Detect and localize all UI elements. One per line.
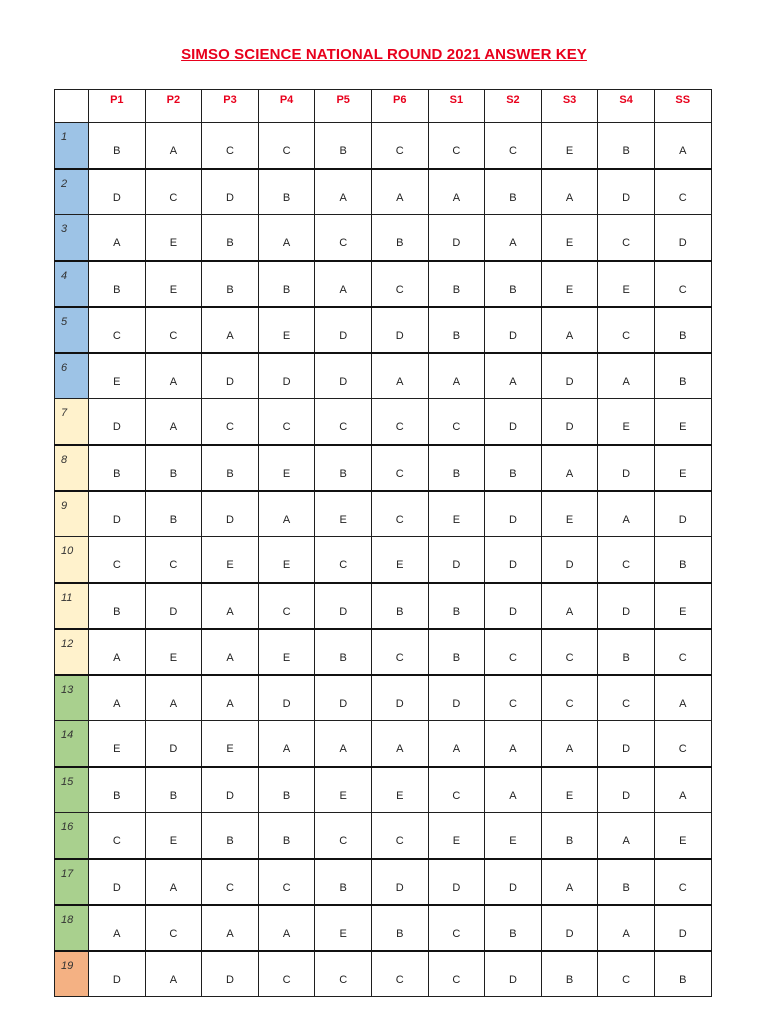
answer-cell: C — [428, 905, 485, 951]
question-number: 16 — [55, 813, 89, 859]
answer-cell: A — [202, 583, 259, 629]
answer-cell: C — [371, 399, 428, 445]
question-number: 12 — [55, 629, 89, 675]
answer-cell: A — [485, 767, 542, 813]
answer-cell: A — [202, 307, 259, 353]
answer-cell: E — [654, 813, 711, 859]
answer-cell: C — [145, 537, 202, 583]
answer-cell: C — [598, 675, 655, 721]
answer-cell: E — [428, 813, 485, 859]
answer-cell: D — [428, 675, 485, 721]
answer-cell: C — [89, 307, 146, 353]
answer-cell: C — [654, 859, 711, 905]
answer-cell: D — [428, 215, 485, 261]
answer-cell: A — [89, 215, 146, 261]
answer-cell: E — [258, 537, 315, 583]
answer-cell: E — [145, 629, 202, 675]
answer-cell: D — [485, 307, 542, 353]
answer-cell: C — [315, 399, 372, 445]
answer-cell: C — [315, 215, 372, 261]
answer-cell: A — [654, 767, 711, 813]
answer-cell: D — [145, 721, 202, 767]
answer-cell: A — [598, 813, 655, 859]
answer-cell: E — [145, 261, 202, 307]
answer-cell: C — [654, 721, 711, 767]
table-row — [55, 491, 712, 537]
answer-cell: E — [258, 629, 315, 675]
answer-key-title: SIMSO SCIENCE NATIONAL ROUND 2021 ANSWER KEY — [181, 46, 587, 63]
answer-cell: A — [485, 353, 542, 399]
answer-cell: C — [371, 951, 428, 997]
answer-cell: E — [598, 399, 655, 445]
answer-cell: C — [258, 583, 315, 629]
answer-cell: D — [315, 583, 372, 629]
answer-cell: B — [258, 813, 315, 859]
answer-cell: B — [202, 813, 259, 859]
answer-cell: C — [541, 675, 598, 721]
answer-cell: D — [485, 951, 542, 997]
answer-cell: D — [485, 537, 542, 583]
answer-cell: A — [598, 905, 655, 951]
answer-cell: A — [371, 169, 428, 215]
answer-cell: A — [202, 905, 259, 951]
answer-cell: D — [485, 583, 542, 629]
answer-cell: B — [89, 123, 146, 169]
answer-cell: D — [371, 859, 428, 905]
answer-cell: A — [428, 721, 485, 767]
answer-cell: A — [541, 445, 598, 491]
question-number: 5 — [55, 307, 89, 353]
answer-cell: B — [202, 445, 259, 491]
answer-cell: A — [598, 353, 655, 399]
table-row — [55, 951, 712, 997]
answer-cell: C — [428, 123, 485, 169]
answer-cell: A — [258, 491, 315, 537]
answer-cell: D — [541, 537, 598, 583]
answer-cell: C — [371, 261, 428, 307]
answer-cell: A — [371, 353, 428, 399]
answer-cell: E — [145, 813, 202, 859]
table-row — [55, 399, 712, 445]
question-number: 17 — [55, 859, 89, 905]
answer-cell: B — [654, 353, 711, 399]
answer-cell: B — [258, 261, 315, 307]
table-row — [55, 767, 712, 813]
answer-cell: B — [371, 583, 428, 629]
answer-cell: A — [541, 307, 598, 353]
answer-cell: A — [428, 169, 485, 215]
answer-cell: A — [89, 629, 146, 675]
answer-cell: B — [202, 261, 259, 307]
table-row — [55, 123, 712, 169]
answer-cell: B — [598, 123, 655, 169]
answer-cell: A — [202, 675, 259, 721]
answer-cell: D — [485, 859, 542, 905]
column-header: P3 — [202, 90, 259, 123]
table-row — [55, 583, 712, 629]
answer-cell: E — [541, 123, 598, 169]
answer-cell: A — [315, 261, 372, 307]
answer-cell: E — [485, 813, 542, 859]
answer-cell: D — [202, 491, 259, 537]
answer-cell: C — [598, 951, 655, 997]
column-header: S2 — [485, 90, 542, 123]
table-row — [55, 261, 712, 307]
answer-cell: D — [202, 353, 259, 399]
answer-cell: C — [371, 813, 428, 859]
question-number: 7 — [55, 399, 89, 445]
answer-cell: A — [258, 721, 315, 767]
table-row — [55, 675, 712, 721]
answer-cell: D — [485, 491, 542, 537]
answer-cell: A — [541, 859, 598, 905]
answer-cell: C — [315, 951, 372, 997]
answer-cell: C — [202, 859, 259, 905]
answer-cell: D — [258, 675, 315, 721]
answer-cell: E — [202, 721, 259, 767]
answer-cell: B — [428, 583, 485, 629]
answer-cell: C — [428, 399, 485, 445]
answer-cell: B — [371, 905, 428, 951]
column-header: P1 — [89, 90, 146, 123]
answer-cell: E — [541, 215, 598, 261]
answer-cell: E — [371, 767, 428, 813]
answer-cell: C — [428, 767, 485, 813]
answer-cell: D — [315, 675, 372, 721]
answer-cell: B — [145, 445, 202, 491]
answer-cell: B — [145, 491, 202, 537]
answer-cell: B — [428, 261, 485, 307]
answer-cell: B — [89, 767, 146, 813]
table-row — [55, 629, 712, 675]
answer-cell: A — [598, 491, 655, 537]
answer-cell: D — [89, 951, 146, 997]
answer-cell: E — [315, 767, 372, 813]
answer-cell: B — [89, 583, 146, 629]
answer-cell: C — [371, 629, 428, 675]
answer-cell: E — [598, 261, 655, 307]
answer-cell: C — [145, 307, 202, 353]
table-row — [55, 445, 712, 491]
answer-key-table — [54, 89, 712, 997]
answer-cell: D — [202, 951, 259, 997]
table-row — [55, 905, 712, 951]
answer-cell: B — [485, 261, 542, 307]
answer-cell: A — [202, 629, 259, 675]
answer-cell: D — [89, 169, 146, 215]
answer-cell: E — [654, 583, 711, 629]
answer-cell: C — [89, 537, 146, 583]
answer-cell: E — [315, 491, 372, 537]
answer-cell: E — [89, 721, 146, 767]
answer-cell: D — [598, 767, 655, 813]
answer-cell: B — [654, 537, 711, 583]
answer-cell: B — [654, 307, 711, 353]
column-header: P6 — [371, 90, 428, 123]
answer-cell: B — [258, 767, 315, 813]
table-row — [55, 721, 712, 767]
answer-cell: A — [485, 721, 542, 767]
answer-cell: A — [654, 123, 711, 169]
answer-cell: B — [428, 629, 485, 675]
column-header: P5 — [315, 90, 372, 123]
table-row — [55, 307, 712, 353]
answer-cell: C — [89, 813, 146, 859]
answer-cell: B — [598, 629, 655, 675]
answer-cell: D — [315, 307, 372, 353]
answer-cell: A — [371, 721, 428, 767]
column-header: SS — [654, 90, 711, 123]
answer-cell: C — [654, 169, 711, 215]
question-number: 11 — [55, 583, 89, 629]
question-number: 15 — [55, 767, 89, 813]
answer-cell: E — [89, 353, 146, 399]
answer-cell: C — [485, 123, 542, 169]
answer-cell: A — [145, 859, 202, 905]
answer-cell: B — [485, 445, 542, 491]
answer-cell: D — [541, 353, 598, 399]
question-number: 6 — [55, 353, 89, 399]
corner-cell — [55, 90, 89, 123]
table-row — [55, 859, 712, 905]
answer-cell: A — [258, 905, 315, 951]
answer-cell: A — [315, 721, 372, 767]
answer-cell: D — [202, 767, 259, 813]
question-number: 18 — [55, 905, 89, 951]
answer-cell: C — [485, 675, 542, 721]
answer-cell: B — [202, 215, 259, 261]
answer-cell: C — [145, 905, 202, 951]
answer-cell: E — [541, 491, 598, 537]
answer-cell: C — [598, 215, 655, 261]
answer-cell: A — [541, 169, 598, 215]
answer-cell: B — [485, 169, 542, 215]
answer-cell: E — [654, 399, 711, 445]
answer-cell: D — [654, 491, 711, 537]
answer-cell: D — [315, 353, 372, 399]
question-number: 2 — [55, 169, 89, 215]
answer-cell: D — [654, 905, 711, 951]
answer-cell: B — [598, 859, 655, 905]
answer-cell: D — [541, 399, 598, 445]
answer-cell: C — [258, 859, 315, 905]
answer-cell: C — [598, 537, 655, 583]
table-row — [55, 813, 712, 859]
question-number: 10 — [55, 537, 89, 583]
answer-cell: C — [428, 951, 485, 997]
answer-cell: E — [258, 445, 315, 491]
answer-cell: B — [89, 445, 146, 491]
answer-cell: D — [89, 491, 146, 537]
answer-cell: A — [89, 675, 146, 721]
answer-cell: A — [485, 215, 542, 261]
answer-cell: D — [598, 169, 655, 215]
column-header: S4 — [598, 90, 655, 123]
answer-cell: A — [145, 123, 202, 169]
answer-cell: C — [371, 445, 428, 491]
answer-cell: D — [202, 169, 259, 215]
answer-cell: A — [145, 399, 202, 445]
answer-cell: A — [145, 951, 202, 997]
question-number: 13 — [55, 675, 89, 721]
answer-cell: D — [89, 399, 146, 445]
answer-cell: A — [145, 353, 202, 399]
question-number: 1 — [55, 123, 89, 169]
table-row — [55, 537, 712, 583]
answer-cell: B — [541, 951, 598, 997]
answer-cell: A — [654, 675, 711, 721]
answer-cell: C — [654, 629, 711, 675]
answer-cell: C — [315, 813, 372, 859]
table-row — [55, 215, 712, 261]
answer-cell: C — [315, 537, 372, 583]
answer-cell: D — [485, 399, 542, 445]
answer-cell: A — [315, 169, 372, 215]
answer-cell: E — [541, 767, 598, 813]
answer-cell: D — [371, 307, 428, 353]
answer-cell: E — [258, 307, 315, 353]
answer-cell: C — [541, 629, 598, 675]
answer-cell: D — [145, 583, 202, 629]
question-number: 9 — [55, 491, 89, 537]
answer-cell: B — [428, 445, 485, 491]
answer-cell: B — [371, 215, 428, 261]
column-header: S1 — [428, 90, 485, 123]
answer-rows — [55, 123, 712, 997]
question-number: 8 — [55, 445, 89, 491]
answer-cell: C — [371, 491, 428, 537]
question-number: 3 — [55, 215, 89, 261]
answer-cell: D — [428, 859, 485, 905]
column-header: P2 — [145, 90, 202, 123]
answer-cell: C — [598, 307, 655, 353]
answer-cell: E — [145, 215, 202, 261]
answer-cell: D — [89, 859, 146, 905]
answer-cell: B — [541, 813, 598, 859]
answer-cell: C — [485, 629, 542, 675]
question-number: 19 — [55, 951, 89, 997]
answer-cell: C — [202, 123, 259, 169]
answer-cell: D — [598, 583, 655, 629]
answer-cell: E — [654, 445, 711, 491]
answer-cell: C — [371, 123, 428, 169]
answer-cell: C — [258, 123, 315, 169]
table-row — [55, 353, 712, 399]
answer-cell: C — [258, 399, 315, 445]
answer-cell: C — [202, 399, 259, 445]
table-row — [55, 169, 712, 215]
answer-cell: A — [89, 905, 146, 951]
answer-cell: B — [654, 951, 711, 997]
answer-cell: B — [315, 629, 372, 675]
question-number: 14 — [55, 721, 89, 767]
answer-cell: C — [145, 169, 202, 215]
answer-cell: B — [485, 905, 542, 951]
question-number: 4 — [55, 261, 89, 307]
answer-cell: D — [654, 215, 711, 261]
column-header: S3 — [541, 90, 598, 123]
answer-cell: E — [371, 537, 428, 583]
answer-cell: D — [258, 353, 315, 399]
answer-cell: E — [428, 491, 485, 537]
answer-cell: B — [428, 307, 485, 353]
answer-cell: D — [598, 445, 655, 491]
answer-cell: A — [428, 353, 485, 399]
answer-cell: E — [202, 537, 259, 583]
answer-cell: E — [541, 261, 598, 307]
answer-cell: C — [258, 951, 315, 997]
answer-cell: A — [541, 721, 598, 767]
answer-cell: B — [258, 169, 315, 215]
answer-cell: B — [89, 261, 146, 307]
answer-cell: B — [315, 123, 372, 169]
answer-cell: A — [258, 215, 315, 261]
header-row — [55, 90, 712, 123]
answer-cell: B — [315, 859, 372, 905]
answer-cell: C — [654, 261, 711, 307]
answer-cell: E — [315, 905, 372, 951]
answer-cell: A — [145, 675, 202, 721]
answer-cell: B — [315, 445, 372, 491]
column-header: P4 — [258, 90, 315, 123]
answer-cell: B — [145, 767, 202, 813]
answer-cell: D — [598, 721, 655, 767]
answer-cell: A — [541, 583, 598, 629]
answer-cell: D — [428, 537, 485, 583]
answer-cell: D — [541, 905, 598, 951]
answer-cell: D — [371, 675, 428, 721]
